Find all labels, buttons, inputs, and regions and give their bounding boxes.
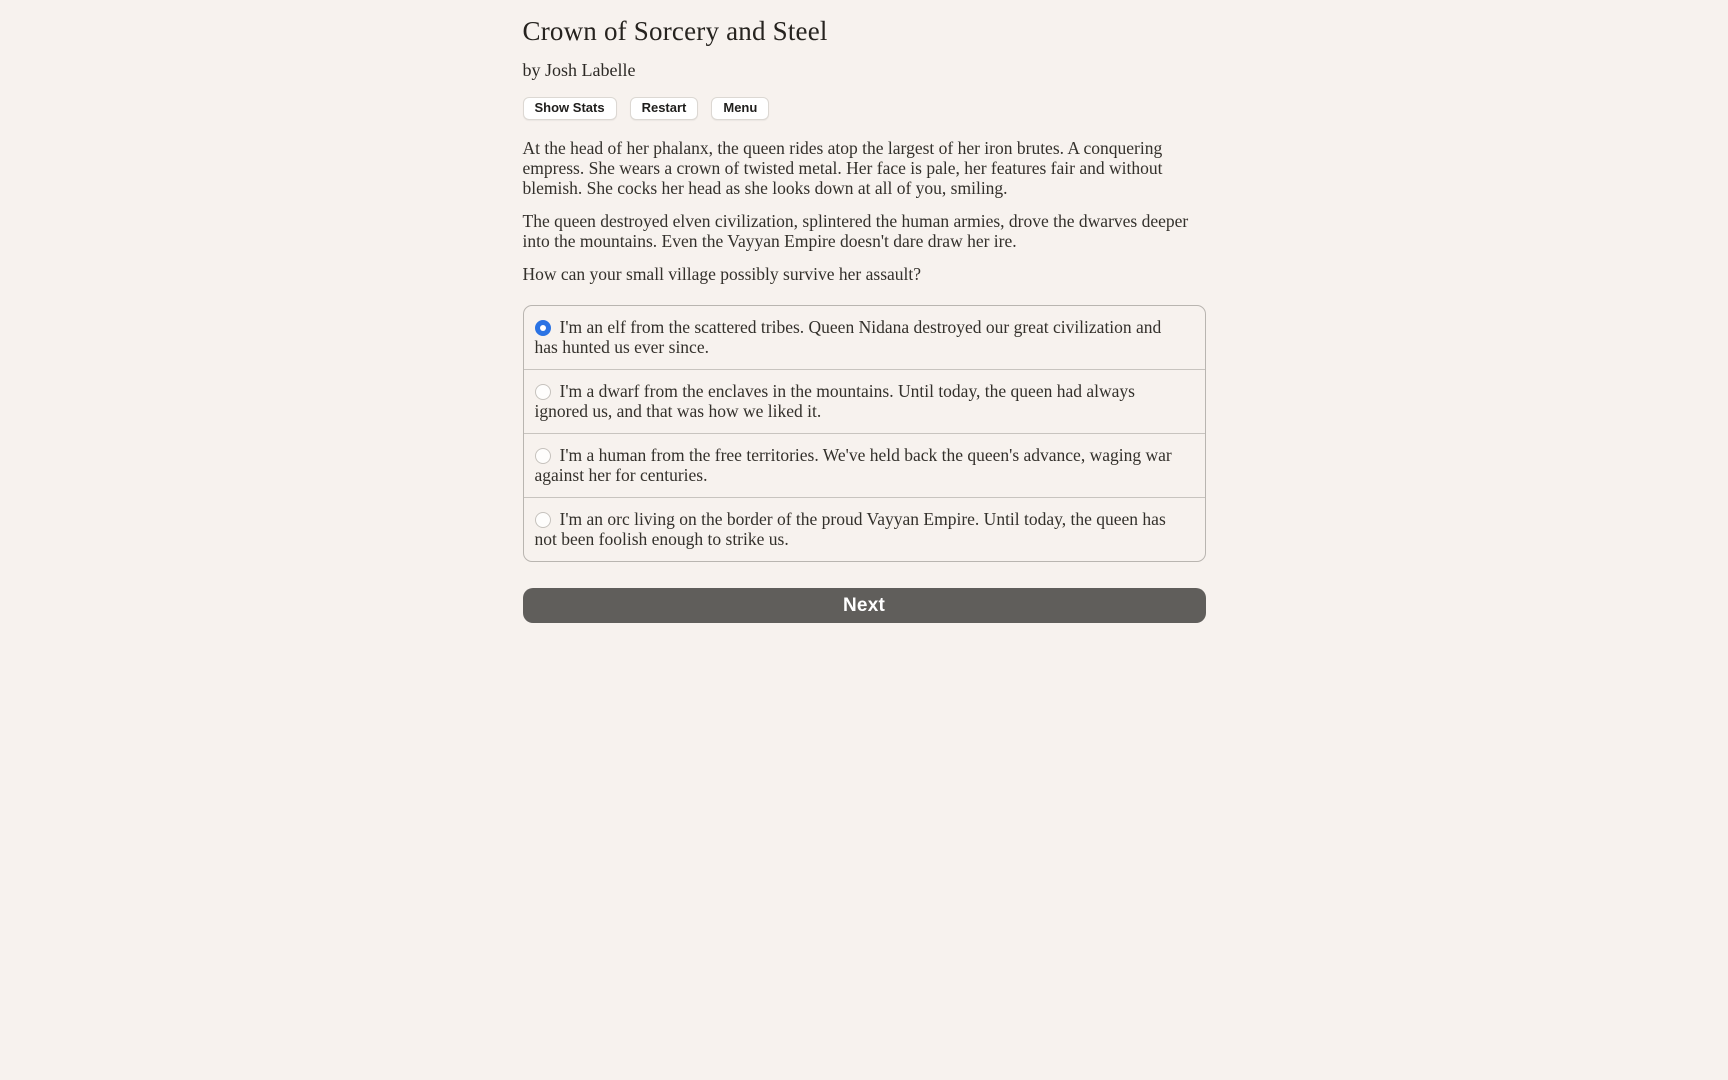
choice-option-human[interactable] [524, 433, 1205, 497]
toolbar [523, 97, 1206, 120]
next-button[interactable]: Next [523, 588, 1206, 623]
story-paragraph: The queen destroyed elven civilization, splintered the human armies, drove the dwarves deeper into the mountains. Even the Vayyan Empire doesn't dare draw her ire. [522, 211, 1189, 252]
restart-button[interactable]: Restart [630, 97, 699, 120]
story-paragraph: At the head of her phalanx, the queen rides atop the largest of her iron brutes. A conquering empress. She wears a crown of twisted metal. Her face is pale, her features fair and without blemish. She cocks her head as she looks down at all of you, smiling. [522, 138, 1163, 199]
choice-group [523, 305, 1206, 562]
choice-option-dwarf[interactable] [524, 369, 1205, 433]
show-stats-button[interactable]: Show Stats [523, 97, 617, 120]
choice-option-orc[interactable] [524, 497, 1205, 561]
choice-option-label: I'm an elf from the scattered tribes. Queen Nidana destroyed our great civilization and has hunted us ever since. [534, 317, 1162, 358]
radio-button-icon[interactable] [535, 320, 551, 336]
choice-option-elf[interactable] [524, 306, 1205, 369]
radio-button-icon[interactable] [535, 512, 551, 528]
choice-option-label: I'm a dwarf from the enclaves in the mountains. Until today, the queen had always ignored us, and that was how we liked it. [534, 381, 1135, 422]
author-byline: by Josh Labelle [522, 60, 636, 80]
story-text [523, 138, 1206, 284]
choice-option-label: I'm an orc living on the border of the proud Vayyan Empire. Until today, the queen has not been foolish enough to strike us. [534, 509, 1166, 550]
game-page [523, 0, 1206, 623]
radio-button-icon[interactable] [535, 384, 551, 400]
choice-option-label: I'm a human from the free territories. We've held back the queen's advance, waging war against her for centuries. [534, 445, 1172, 486]
page-title: Crown of Sorcery and Steel [522, 16, 828, 46]
menu-button[interactable]: Menu [711, 97, 769, 120]
story-paragraph: How can your small village possibly survive her assault? [522, 264, 922, 285]
radio-button-icon[interactable] [535, 448, 551, 464]
